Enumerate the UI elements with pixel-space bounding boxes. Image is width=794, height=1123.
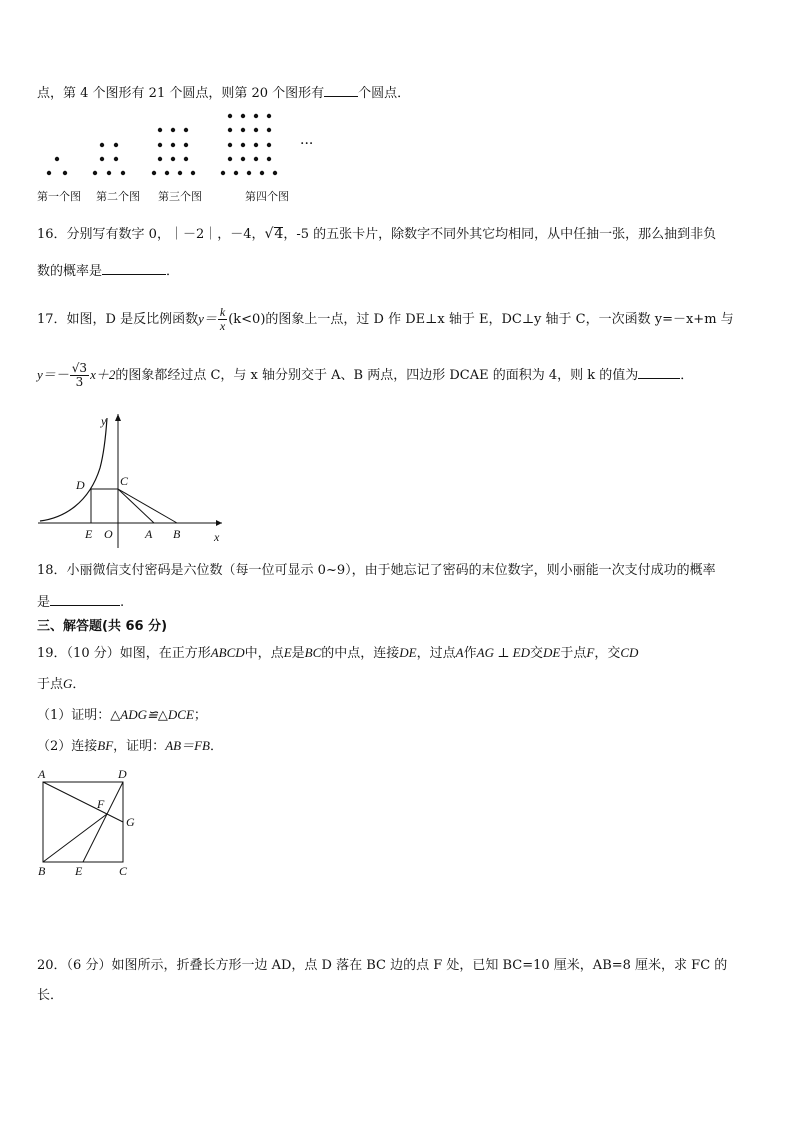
q16-text-a: 16．分别写有数字 0，｜－2｜，－4， [37, 227, 265, 242]
label-G: G [126, 815, 135, 829]
section-3-title: 三、解答题(共 66 分) [37, 619, 168, 634]
q16-sqrt: √4 [264, 226, 284, 242]
q17-graph [34, 408, 234, 558]
q19-p1-text: （1）证明： [37, 708, 111, 723]
segment-bf [43, 814, 107, 862]
q19-t8: 于点 [560, 646, 587, 661]
q17-text-a: 17．如图，D 是反比例函数 [37, 312, 199, 327]
q18-answer-blank [50, 593, 120, 606]
figure-3-dots [152, 128, 195, 175]
q19-m-f: F [586, 645, 595, 660]
label-d: D [76, 478, 85, 492]
q16-text-d: ． [166, 264, 180, 279]
q19-t3: 是 [291, 646, 305, 661]
q17-frac [218, 306, 227, 333]
q15-figure-label-3: 第三个图 [158, 190, 202, 203]
q17-func-y: y＝ [198, 311, 217, 326]
label-D: D [118, 767, 127, 781]
q16-sqrt-arg: 4 [274, 226, 284, 242]
q19-m-de2: DE [543, 645, 561, 660]
q15-figure-label-1: 第一个图 [37, 190, 81, 203]
q18-line2 [37, 593, 124, 611]
q19-t6: 作 [463, 646, 477, 661]
q17-text-c: 的图象都经过点 C，与 x 轴分别交于 A、B 两点，四边形 DCAE 的面积为 4，则 k 的值为 [115, 368, 639, 383]
q16-answer-blank [102, 262, 166, 275]
q19-p2-text2: ，证明： [113, 739, 166, 754]
q16-line1 [37, 226, 716, 243]
q15-answer-blank [324, 84, 358, 97]
hyperbola-curve [40, 418, 107, 521]
label-e: E [85, 527, 93, 541]
q19-t1: 19．（10 分）如图，在正方形 [37, 646, 211, 661]
q19-line1 [37, 645, 638, 662]
q17-text-b: (k<0)的图象上一点，过 D 作 DE⊥x 轴于 E，DC⊥y 轴于 C，一次函数 y=－x+m 与 [228, 312, 734, 327]
label-B: B [38, 864, 46, 878]
square-abcd [43, 782, 123, 862]
q15-figure-label-4: 第四个图 [245, 190, 289, 203]
q19-square-figure [34, 762, 154, 882]
x-axis-arrow [216, 520, 222, 526]
q19-t4: 的中点，连接 [321, 646, 400, 661]
figure-1-dots [47, 157, 67, 175]
q17-line-frac [70, 362, 89, 389]
q19-p2-end: ． [209, 739, 223, 754]
q15-text-a: 点，第 4 个图形有 21 个圆点，则第 20 个图形有 [37, 86, 325, 101]
label-c: C [120, 474, 129, 488]
q16-text-c: 数的概率是 [37, 264, 103, 279]
q19-m-abcd: ABCD [210, 645, 245, 660]
q17-line2 [37, 362, 693, 389]
q19-m-de: DE [399, 645, 417, 660]
q19-t11: ． [72, 677, 86, 692]
label-a: A [145, 527, 153, 541]
label-b: B [173, 527, 181, 541]
label-E: E [75, 864, 83, 878]
q19-t7: 交 [530, 646, 544, 661]
q17-line1 [37, 306, 734, 333]
y-axis-arrow [115, 414, 121, 421]
figure-2-dots [93, 143, 125, 175]
figure-4-dots [221, 114, 277, 175]
q15-text-b: 个圆点． [358, 86, 411, 101]
q15-ellipsis: ··· [300, 136, 314, 152]
line-cb [118, 489, 177, 523]
q19-t5: ，过点 [416, 646, 456, 661]
q19-m-ag-ed: AG ⊥ ED [476, 645, 531, 660]
label-A: A [38, 767, 46, 781]
q19-p2-math: AB＝FB [165, 738, 210, 753]
q17-line-x: x＋2 [90, 367, 116, 382]
q19-part1 [37, 707, 207, 724]
q19-t9: ，交 [594, 646, 621, 661]
line-ca [118, 489, 154, 523]
segment-de [83, 782, 123, 862]
q19-m-bc: BC [304, 645, 322, 660]
q17-frac-den: x [219, 319, 226, 333]
q15-figure-label-2: 第二个图 [96, 190, 140, 203]
q19-t2: 中，点 [244, 646, 284, 661]
q19-part2 [37, 738, 223, 755]
q17-line-frac-den: 3 [75, 375, 84, 389]
q17-answer-blank [638, 366, 680, 379]
q19-p2-bf: BF [97, 738, 114, 753]
q18-text-b: . [120, 595, 125, 610]
q19-p1-math: △ADG≌△DCE [110, 707, 194, 722]
q19-p2-text: （2）连接 [37, 739, 98, 754]
q19-p1-end: ； [193, 708, 207, 723]
q17-frac-num: k [219, 305, 226, 319]
segment-ag [43, 782, 123, 822]
q18-line1: 18．小丽微信支付密码是六位数（每一位可显示 0~9），由于她忘记了密码的末位数字，则小丽能一次支付成功的概率 [37, 563, 716, 578]
q17-line-frac-num: √3 [71, 361, 88, 375]
label-o: O [104, 527, 113, 541]
q19-m-g: G [63, 676, 73, 691]
q18-text-a: 是 [37, 595, 51, 610]
q19-m-e: E [283, 645, 292, 660]
label-y: y [101, 414, 107, 428]
q20-line1: 20．（6 分）如图所示，折叠长方形一边 AD，点 D 落在 BC 边的点 F 处，已知 BC=10 厘米，AB=8 厘米，求 FC 的 [37, 958, 728, 973]
q19-m-cd: CD [620, 645, 639, 660]
q16-line2 [37, 262, 179, 280]
label-F: F [97, 797, 105, 811]
q17-text-d: ． [680, 368, 694, 383]
label-C: C [119, 864, 128, 878]
q19-t10: 于点 [37, 677, 64, 692]
q19-m-a: A [455, 645, 464, 660]
q19-line2 [37, 676, 85, 693]
q20-line2: 长． [37, 988, 64, 1003]
label-x: x [214, 530, 220, 544]
q16-text-b: ，-5 的五张卡片，除数字不同外其它均相同，从中任抽一张，那么抽到非负 [283, 227, 717, 242]
rectangle-dcoe [91, 489, 118, 523]
q17-line-y: y＝－ [37, 367, 69, 382]
